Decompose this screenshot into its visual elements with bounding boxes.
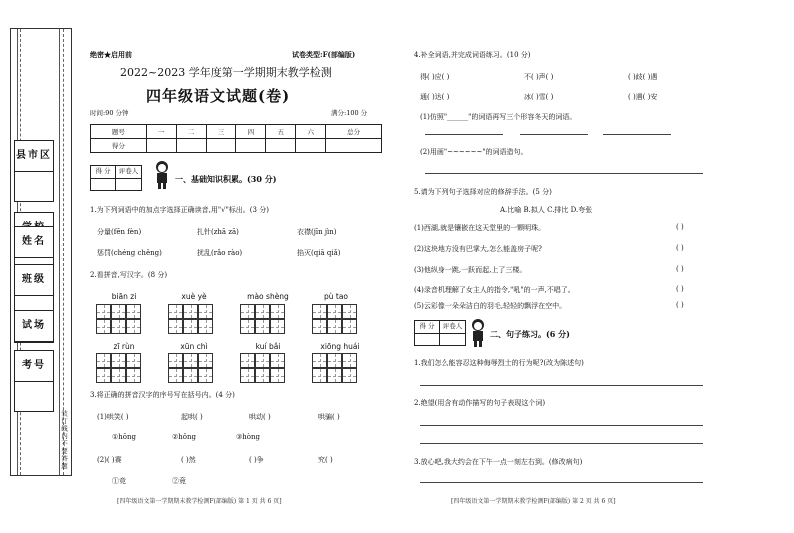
q1-item: 扎针(zhā zā) [197, 228, 239, 236]
write-grid[interactable] [312, 368, 357, 383]
answer-line[interactable] [520, 134, 588, 135]
pinyin-label: mào shèng [247, 292, 289, 301]
answer-line[interactable] [425, 173, 703, 174]
grader-box [90, 165, 142, 191]
write-grid[interactable] [168, 304, 213, 319]
q3-item: ( )然 [181, 456, 196, 464]
score-row-label: 得分 [91, 139, 147, 153]
q3-item: (2)( )赛 [97, 456, 122, 464]
answer-line[interactable] [425, 134, 503, 135]
write-grid[interactable] [96, 368, 141, 383]
answer-paren[interactable]: ( ) [676, 285, 684, 293]
write-grid[interactable] [312, 304, 357, 319]
student-figure-icon [466, 318, 490, 348]
score-header: 题号 [91, 125, 147, 139]
main-title: 四年级语文试题(卷) [146, 87, 291, 105]
answer-line[interactable] [420, 425, 703, 426]
q3-option: ①hōng [112, 433, 136, 441]
time-info: 时间:90 分钟 [90, 109, 129, 117]
label-examno: 考号 [14, 350, 54, 382]
q4-title: 4.补全词语,并完成词语练习。(10 分) [414, 51, 531, 59]
section2-title: 二、句子练习。(6 分) [490, 329, 570, 339]
q1-item: 扰乱(rǎo rào) [197, 249, 243, 257]
pinyin-label: pù tao [323, 292, 349, 301]
write-grid[interactable] [312, 353, 357, 368]
grader-score-cell[interactable] [91, 179, 116, 190]
q3-item: 究( ) [318, 456, 333, 464]
q1-item: 掐灭(qiā qiǎ) [297, 249, 341, 257]
q4-item: 不( )声( ) [524, 73, 554, 81]
score-cell[interactable] [176, 139, 206, 153]
student-figure-icon [150, 160, 174, 190]
write-grid[interactable] [96, 319, 141, 334]
score-header: 六 [296, 125, 326, 139]
q3-option: ②竟 [172, 477, 186, 485]
grader-label-score: 得 分 [91, 166, 116, 178]
section1-title: 一、基础知识积累。(30 分) [175, 174, 277, 184]
strip-line [59, 29, 60, 475]
q5-item: (1)西湖,就是镶嵌在这天堂里的一颗明珠。 [414, 224, 546, 232]
grader-score-cell[interactable] [415, 334, 440, 345]
pinyin-label: xūn chì [180, 342, 208, 351]
q5-options: A.比喻 B.拟人 C.排比 D.夸张 [500, 206, 593, 214]
score-header: 总分 [326, 125, 382, 139]
q1-item: 衣襟(jīn jìn) [297, 228, 337, 236]
s2-title: 2.绝望(用含有动作描写的句子表现这个词) [414, 399, 546, 407]
answer-line[interactable] [420, 443, 703, 444]
write-grid[interactable] [168, 368, 213, 383]
answer-paren[interactable]: ( ) [676, 265, 684, 273]
score-cell[interactable] [296, 139, 326, 153]
q3-item: (1)哄笑( ) [97, 413, 129, 421]
q4-sub2: (2)用画"~~~~~~"的词语造句。 [420, 148, 528, 156]
score-header: 五 [266, 125, 296, 139]
write-grid[interactable] [240, 368, 285, 383]
grader-label-score: 得 分 [415, 321, 440, 333]
q4-item: 冰( )雪( ) [524, 93, 554, 101]
grader-label-reviewer: 评卷人 [118, 167, 139, 175]
answer-paren[interactable]: ( ) [676, 223, 684, 231]
q3-option: ②hǒng [172, 433, 196, 441]
pinyin-label: xiōng huái [320, 342, 360, 351]
s3-title: 3.放心吧,我大约会在下午一点一刻左右到。(修改病句) [414, 458, 583, 466]
score-header: 一 [146, 125, 176, 139]
score-cell[interactable] [206, 139, 236, 153]
label-county: 县市区 [14, 140, 54, 172]
grader-reviewer-cell[interactable] [440, 334, 465, 345]
full-score: 满分:100 分 [331, 109, 368, 117]
q4-sub1: (1)仿照"______"的词语再写三个形容冬天的词语。 [420, 113, 577, 121]
q5-item: (3)他纵身一跳,一跃而起,上了三楼。 [414, 266, 527, 274]
grader-reviewer-cell[interactable] [116, 179, 141, 190]
answer-line[interactable] [420, 482, 703, 483]
score-header: 三 [206, 125, 236, 139]
answer-paren[interactable]: ( ) [676, 244, 684, 252]
q4-item: 得( )应( ) [420, 73, 450, 81]
label-name: 姓名 [14, 226, 54, 258]
write-grid[interactable] [240, 353, 285, 368]
write-grid[interactable] [168, 319, 213, 334]
q5-item: (5)云彩像一朵朵洁白的羽毛,轻轻的飘浮在空中。 [414, 302, 567, 310]
write-grid[interactable] [240, 304, 285, 319]
q4-item: ( )歧( )遇 [628, 73, 658, 81]
write-grid[interactable] [240, 319, 285, 334]
page1-footer: [四年级语文第一学期期末教学检测F(部编版) 第 1 页 共 6 页] [117, 498, 282, 505]
strip-dash [63, 29, 64, 475]
write-grid[interactable] [96, 353, 141, 368]
q3-option: ①竞 [112, 477, 126, 485]
score-header: 二 [176, 125, 206, 139]
q3-item: 起哄( ) [181, 413, 203, 421]
pinyin-label: zī rùn [113, 342, 135, 351]
secret-mark: 绝密★启用前 [90, 50, 132, 59]
q5-item: (2)这块地方没有巴掌大,怎么能盖房子呢? [414, 245, 542, 253]
score-table [90, 124, 382, 153]
paper-type: 试卷类型:F(部编版) [292, 50, 356, 59]
q3-item: ( )争 [249, 456, 264, 464]
q3-item: 哄动( ) [249, 413, 271, 421]
q3-item: 哄骗( ) [318, 413, 340, 421]
pinyin-label: kuí bǎi [255, 342, 281, 351]
binding-note: 装订线内不要答题 [60, 410, 68, 470]
score-cell[interactable] [326, 139, 382, 153]
year-title: 2022~2023 学年度第一学期期末教学检测 [120, 66, 332, 79]
q3-title: 3.将正确的拼音汉字的序号写在括号内。(4 分) [90, 391, 235, 399]
label-class: 班级 [14, 264, 54, 296]
field-examno[interactable] [14, 382, 54, 412]
q4-item: ( )遇( )安 [628, 93, 658, 101]
grader-box [414, 320, 466, 346]
label-room: 试场 [14, 310, 54, 342]
q2-title: 2.看拼音,写汉字。(8 分) [90, 271, 168, 279]
score-cell[interactable] [266, 139, 296, 153]
write-grid[interactable] [168, 353, 213, 368]
q1-title: 1.为下列词语中的加点字选择正确读音,用"√"标出。(3 分) [90, 206, 269, 214]
pinyin-label: xuè yè [181, 292, 207, 301]
page2-footer: [四年级语文第一学期期末教学检测F(部编版) 第 2 页 共 6 页] [451, 498, 616, 505]
answer-line[interactable] [420, 385, 703, 386]
answer-line[interactable] [603, 134, 671, 135]
q4-item: 通( )达( ) [420, 93, 450, 101]
score-cell[interactable] [236, 139, 266, 153]
score-header: 四 [236, 125, 266, 139]
q5-item: (4)录音机理解了女主人的指令,"吼"的一声,不唱了。 [414, 286, 575, 294]
field-county[interactable] [14, 172, 54, 202]
write-grid[interactable] [96, 304, 141, 319]
q3-option: ③hòng [236, 433, 260, 441]
s1-title: 1.我们怎么能容忍这种侮辱烈士的行为呢?(改为陈述句) [414, 359, 584, 367]
answer-paren[interactable]: ( ) [676, 301, 684, 309]
score-cell[interactable] [146, 139, 176, 153]
q5-title: 5.请为下列句子选择对应的修辞手法。(5 分) [414, 188, 552, 196]
q1-item: 惩罚(chéng chěng) [97, 249, 162, 257]
write-grid[interactable] [312, 319, 357, 334]
pinyin-label: biān zi [111, 292, 137, 301]
grader-label-reviewer: 评卷人 [442, 322, 463, 330]
q1-item: 分量(fēn fèn) [97, 228, 142, 236]
